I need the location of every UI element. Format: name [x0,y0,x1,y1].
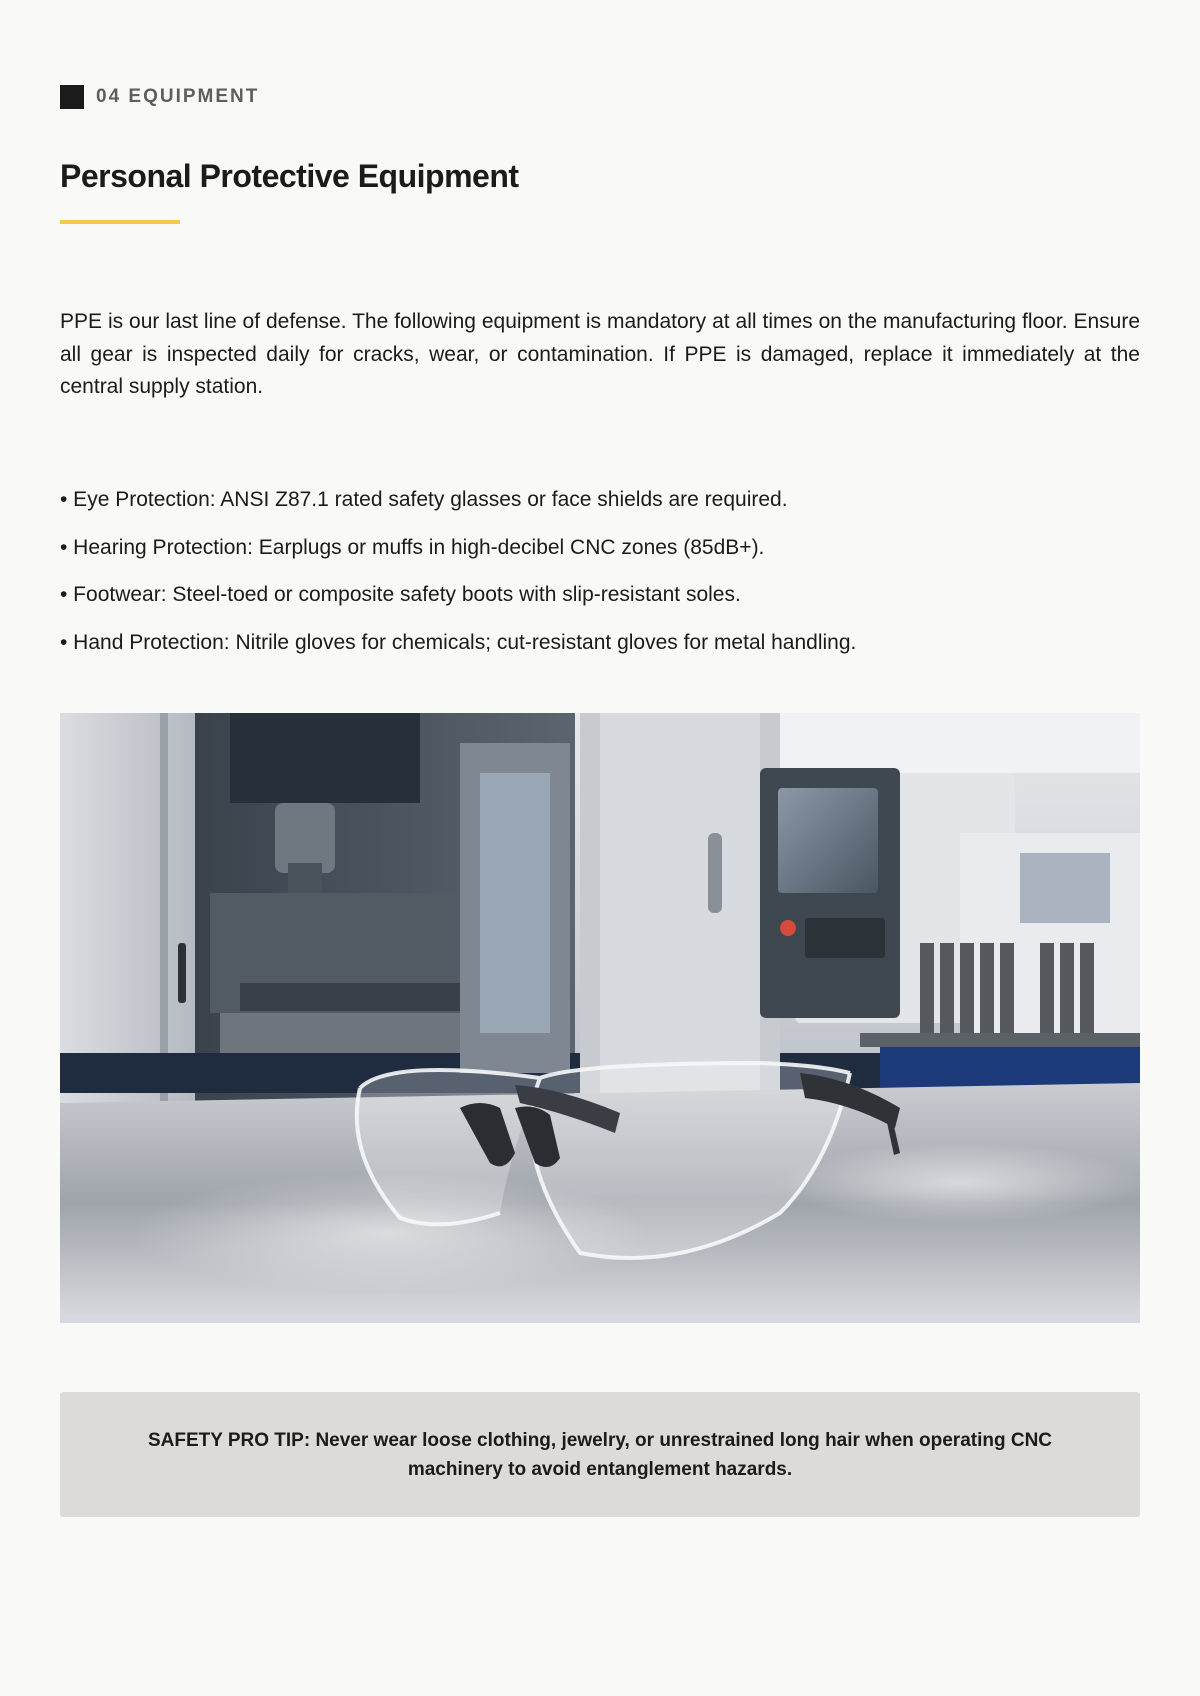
title-underline [60,220,180,224]
list-item-hand-protection: • Hand Protection: Nitrile gloves for chemicals; cut-resistant gloves for metal handling. [60,630,857,654]
list-item-footwear: • Footwear: Steel-toed or composite safety boots with slip-resistant soles. [60,583,741,606]
section-label: 04 EQUIPMENT [96,86,260,107]
section-header [60,85,259,109]
safety-glasses-photo [60,713,1140,1323]
page-title: Personal Protective Equipment [60,158,519,194]
intro-paragraph: PPE is our last line of defense. The following equipment is mandatory at all times on the manufacturing floor. Ensure all gear is inspected daily for cracks, wear, or contamination. If PPE is damaged, replace it immediately at the central supply station. [60,310,1140,398]
safety-tip-box [60,1392,1140,1517]
ppe-list [60,484,1140,674]
safety-tip-text: SAFETY PRO TIP: Never wear loose clothing, jewelry, or unrestrained long hair when operating CNC machinery to avoid entanglement hazards. [147,1429,1053,1480]
section-square-marker [60,85,84,109]
list-item-hearing-protection: • Hearing Protection: Earplugs or muffs in high-decibel CNC zones (85dB+). [60,535,765,559]
list-item-eye-protection: • Eye Protection: ANSI Z87.1 rated safety glasses or face shields are required. [60,488,788,511]
